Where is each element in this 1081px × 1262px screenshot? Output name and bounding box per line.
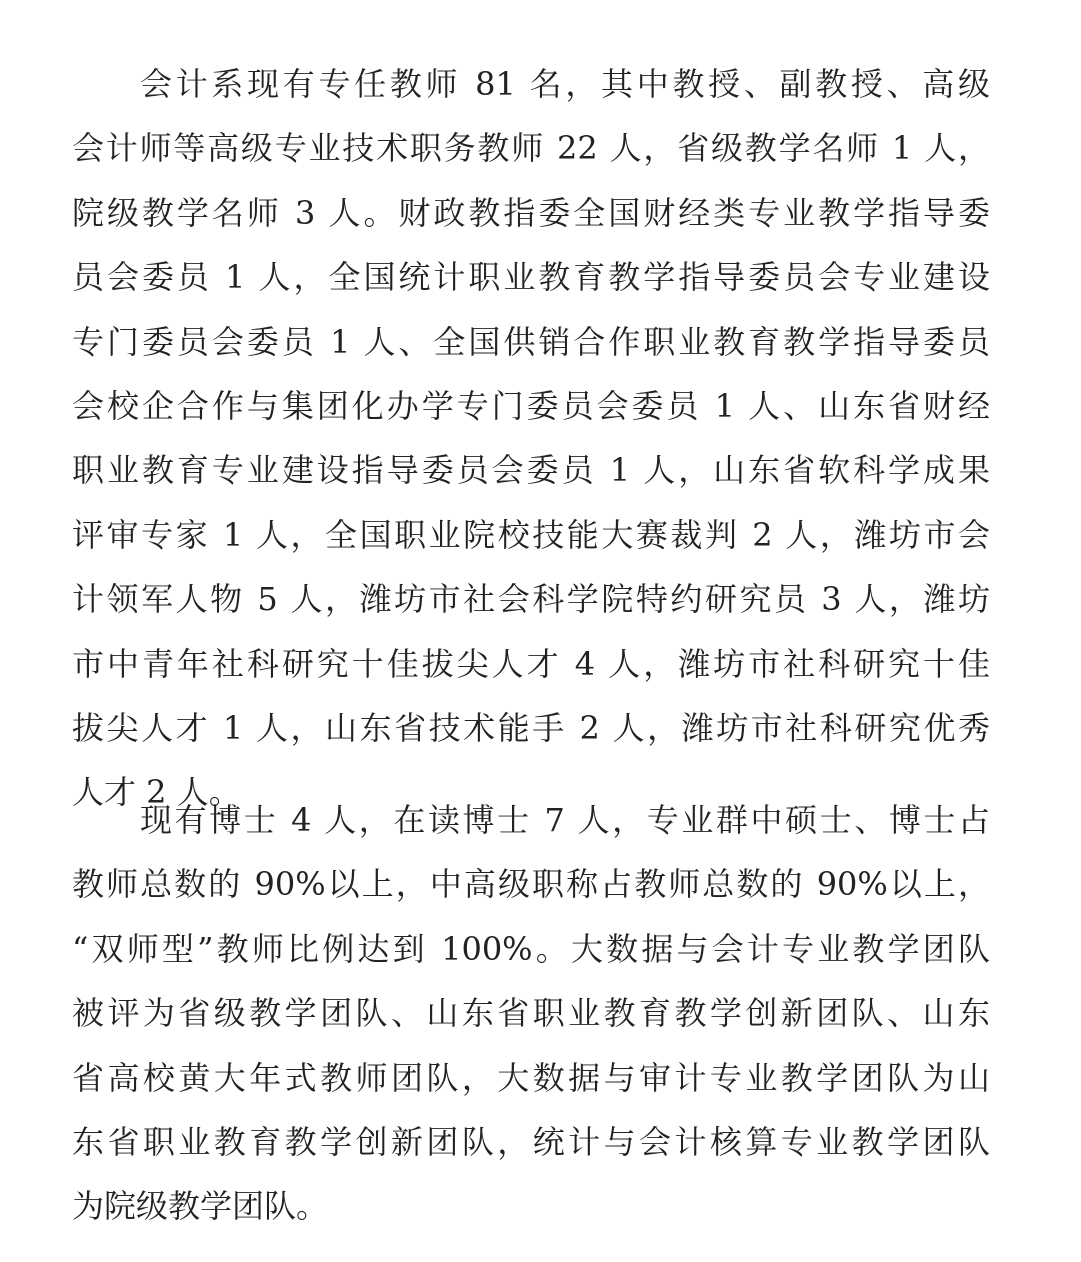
text-line: 评审专家 1 人，全国职业院校技能大赛裁判 2 人，潍坊市会 <box>72 515 990 554</box>
text-line: 教师总数的 90%以上，中高级职称占教师总数的 90%以上， <box>72 865 990 904</box>
text-line: 专门委员会委员 1 人、全国供销合作职业教育教学指导委员 <box>72 322 990 361</box>
paragraph-faculty-overview <box>72 52 990 825</box>
text-line: “双师型”教师比例达到 100%。大数据与会计专业教学团队 <box>72 929 990 968</box>
text-line: 市中青年社科研究十佳拔尖人才 4 人，潍坊市社科研究十佳 <box>72 644 990 683</box>
text-line: 院级教学名师 3 人。财政教指委全国财经类专业教学指导委 <box>72 193 990 232</box>
text-line: 现有博士 4 人，在读博士 7 人，专业群中硕士、博士占 <box>140 801 990 839</box>
text-line: 拔尖人才 1 人，山东省技术能手 2 人，潍坊市社科研究优秀 <box>72 708 990 747</box>
text-line: 会计系现有专任教师 81 名，其中教授、副教授、高级 <box>140 65 990 103</box>
text-line: 为院级教学团队。 <box>72 1187 329 1226</box>
text-line: 员会委员 1 人，全国统计职业教育教学指导委员会专业建设 <box>72 258 990 297</box>
text-line: 省高校黄大年式教师团队，大数据与审计专业教学团队为山 <box>72 1058 990 1097</box>
text-line: 被评为省级教学团队、山东省职业教育教学创新团队、山东 <box>72 994 990 1033</box>
text-line: 会校企合作与集团化办学专门委员会委员 1 人、山东省财经 <box>72 386 990 425</box>
paragraph-team-qualifications <box>72 788 990 1239</box>
text-line: 人才 2 人。 <box>72 773 241 812</box>
text-line: 东省职业教育教学创新团队，统计与会计核算专业教学团队 <box>72 1122 990 1161</box>
text-line: 计领军人物 5 人，潍坊市社会科学院特约研究员 3 人，潍坊 <box>72 580 990 619</box>
text-line: 会计师等高级专业技术职务教师 22 人，省级教学名师 1 人， <box>72 129 990 168</box>
text-line: 职业教育专业建设指导委员会委员 1 人，山东省软科学成果 <box>72 451 990 490</box>
